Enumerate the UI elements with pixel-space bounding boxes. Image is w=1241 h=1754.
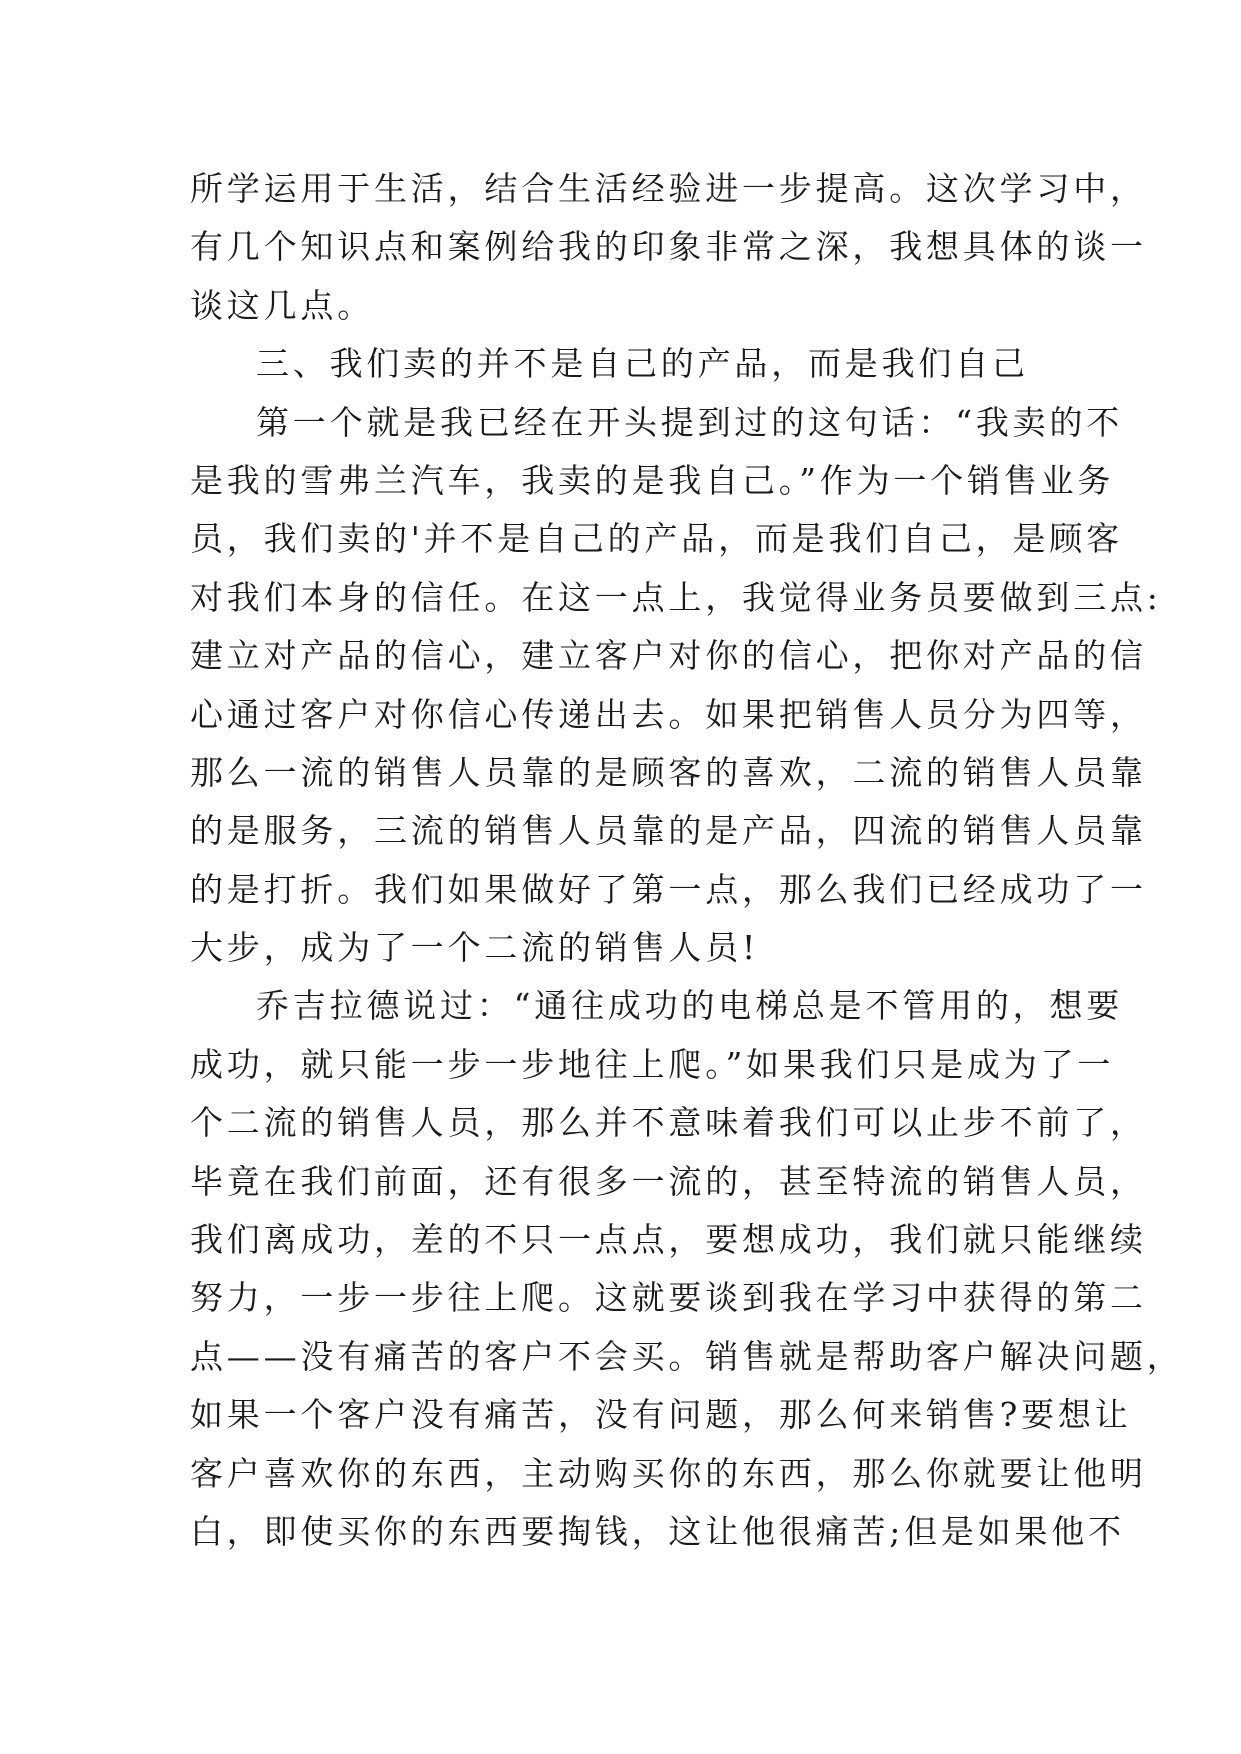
- text-line-19: 我们离成功，差的不只一点点，要想成功，我们就只能继续: [190, 1220, 1147, 1260]
- text-line-24: 白，即使买你的东西要掏钱，这让他很痛苦;但是如果他不: [190, 1511, 1125, 1551]
- text-line-14: 大步，成为了一个二流的销售人员!: [190, 928, 760, 968]
- paragraph-start-2: 乔吉拉德说过：“通往成功的电梯总是不管用的，想要: [256, 986, 1124, 1026]
- text-line-21: 点——没有痛苦的客户不会买。销售就是帮助客户解决问题，: [190, 1336, 1184, 1376]
- text-line-13: 的是打折。我们如果做好了第一点，那么我们已经成功了一: [190, 869, 1147, 909]
- text-line-23: 客户喜欢你的东西，主动购买你的东西，那么你就要让他明: [190, 1453, 1147, 1493]
- text-line-18: 毕竟在我们前面，还有很多一流的，甚至特流的销售人员，: [190, 1161, 1147, 1201]
- text-line-17: 个二流的销售人员，那么并不意味着我们可以止步不前了，: [190, 1103, 1147, 1143]
- section-heading: 三、我们卖的并不是自己的产品，而是我们自己: [256, 344, 1029, 384]
- text-line-11: 那么一流的销售人员靠的是顾客的喜欢，二流的销售人员靠: [190, 752, 1147, 792]
- text-line-2: 有几个知识点和案例给我的印象非常之深，我想具体的谈一: [190, 227, 1147, 267]
- text-line-9: 建立对产品的信心，建立客户对你的信心，把你对产品的信: [190, 636, 1147, 676]
- document-page: [190, 160, 1184, 1561]
- text-line-10: 心通过客户对你信心传递出去。如果把销售人员分为四等，: [190, 694, 1147, 734]
- text-line-22: 如果一个客户没有痛苦，没有问题，那么何来销售?要想让: [190, 1395, 1132, 1435]
- text-line-20: 努力，一步一步往上爬。这就要谈到我在学习中获得的第二: [190, 1278, 1147, 1318]
- text-line-3: 谈这几点。: [190, 285, 374, 325]
- text-line-6: 是我的雪弗兰汽车，我卖的是我自己。”作为一个销售业务: [190, 460, 1115, 500]
- text-line-1: 所学运用于生活，结合生活经验进一步提高。这次学习中，: [190, 169, 1147, 208]
- text-line-7: 员，我们卖的'并不是自己的产品，而是我们自己，是顾客: [190, 519, 1123, 559]
- text-line-16: 成功，就只能一步一步地往上爬。”如果我们只是成为了一: [190, 1044, 1115, 1084]
- paragraph-start-1: 第一个就是我已经在开头提到过的这句话：“我卖的不: [256, 402, 1124, 442]
- text-line-8: 对我们本身的信任。在这一点上，我觉得业务员要做到三点:: [190, 577, 1162, 617]
- text-line-12: 的是服务，三流的销售人员靠的是产品，四流的销售人员靠: [190, 811, 1147, 851]
